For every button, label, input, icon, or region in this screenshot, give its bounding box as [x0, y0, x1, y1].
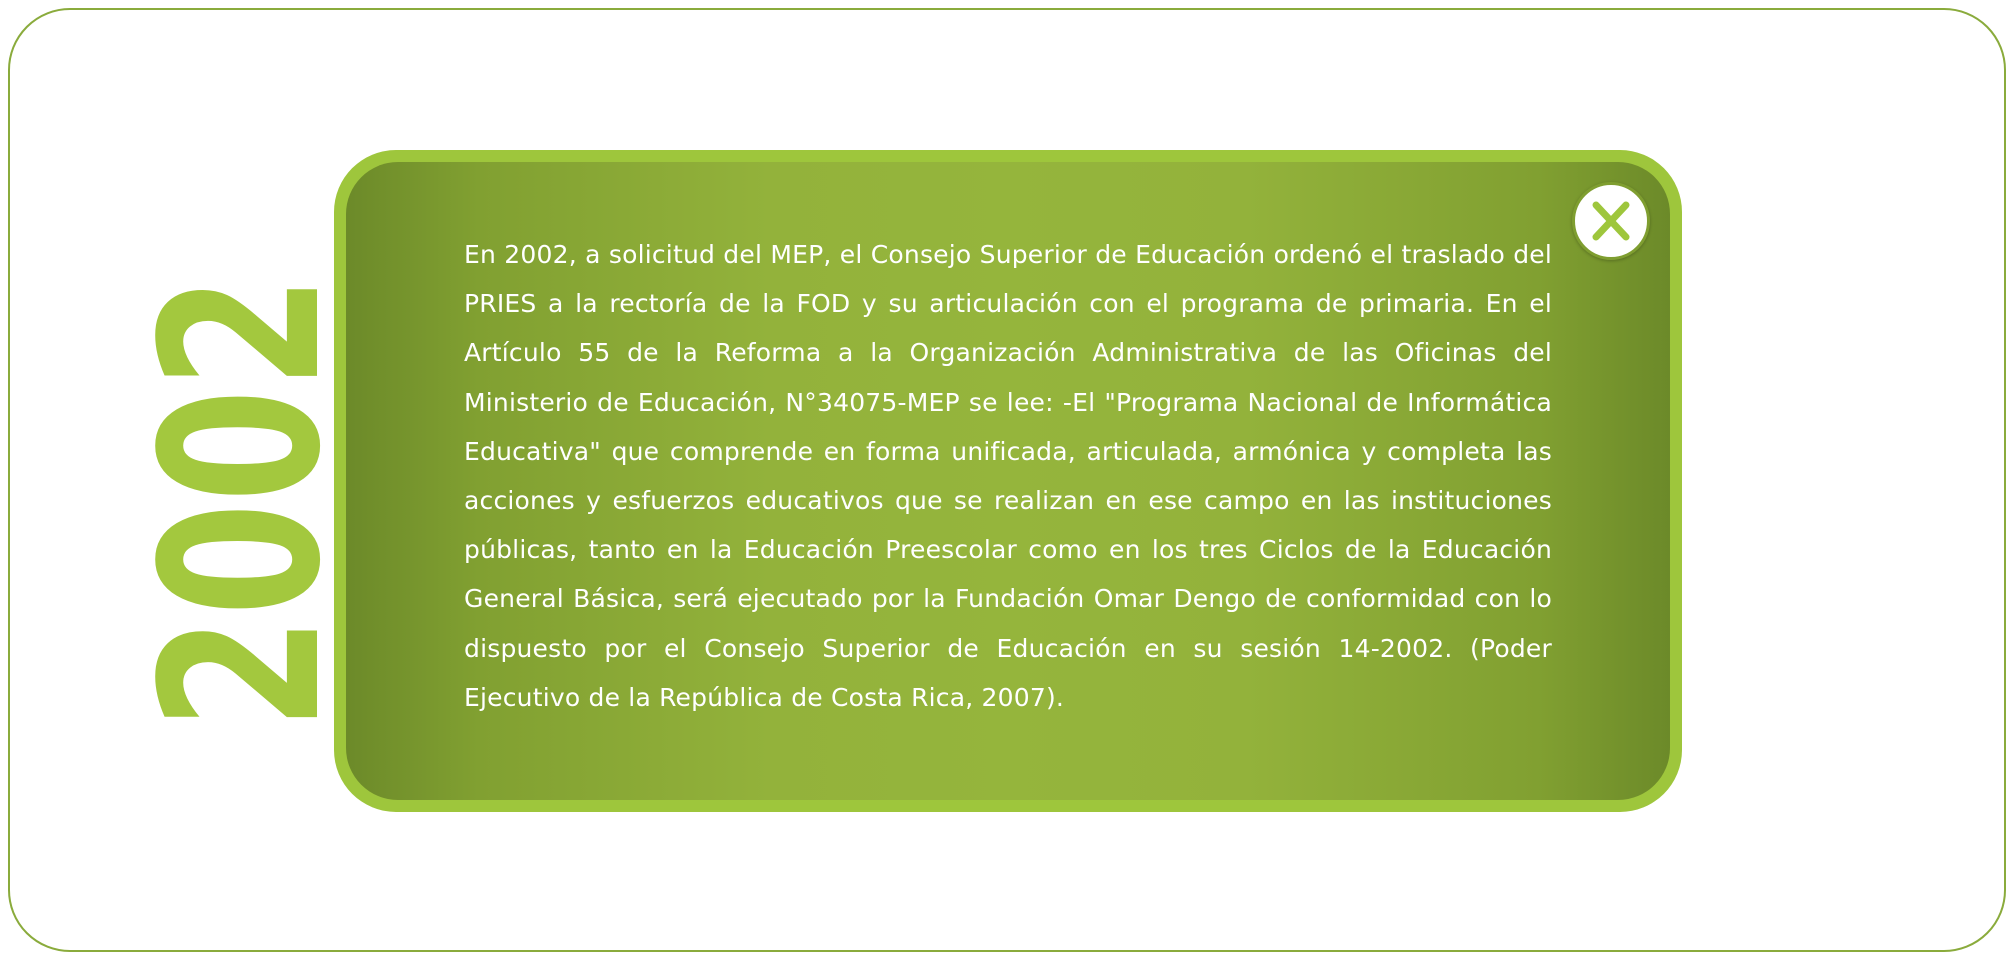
close-button[interactable]: [1572, 182, 1650, 260]
info-card-text: En 2002, a solicitud del MEP, el Consejo Superior de Educación ordenó el traslado del PRIES a la rectoría de la FOD y su articulación con el programa de primaria. En el Artículo 55 de la Reforma a la Organización Administrativa de las Oficinas del Ministerio de Educación, N°34075-MEP se lee: -El "Programa Nacional de Informática Educativa" que comprende en forma unificada, articulada, armónica y completa las acciones y esfuerzos educativos que se realizan en ese campo en las instituciones públicas, tanto en la Educación Preescolar como en los tres Ciclos de la Educación General Básica, será ejecutado por la Fundación Omar Dengo de conformidad con lo dispuesto por el Consejo Superior de Educación en su sesión 14-2002. (Poder Ejecutivo de la República de Costa Rica, 2007).: [464, 240, 1552, 712]
info-card: [334, 150, 1682, 812]
year-label-text: 2002: [116, 123, 369, 730]
year-label: [116, 123, 369, 730]
info-card-body: [346, 162, 1670, 800]
close-icon: [1575, 185, 1647, 257]
